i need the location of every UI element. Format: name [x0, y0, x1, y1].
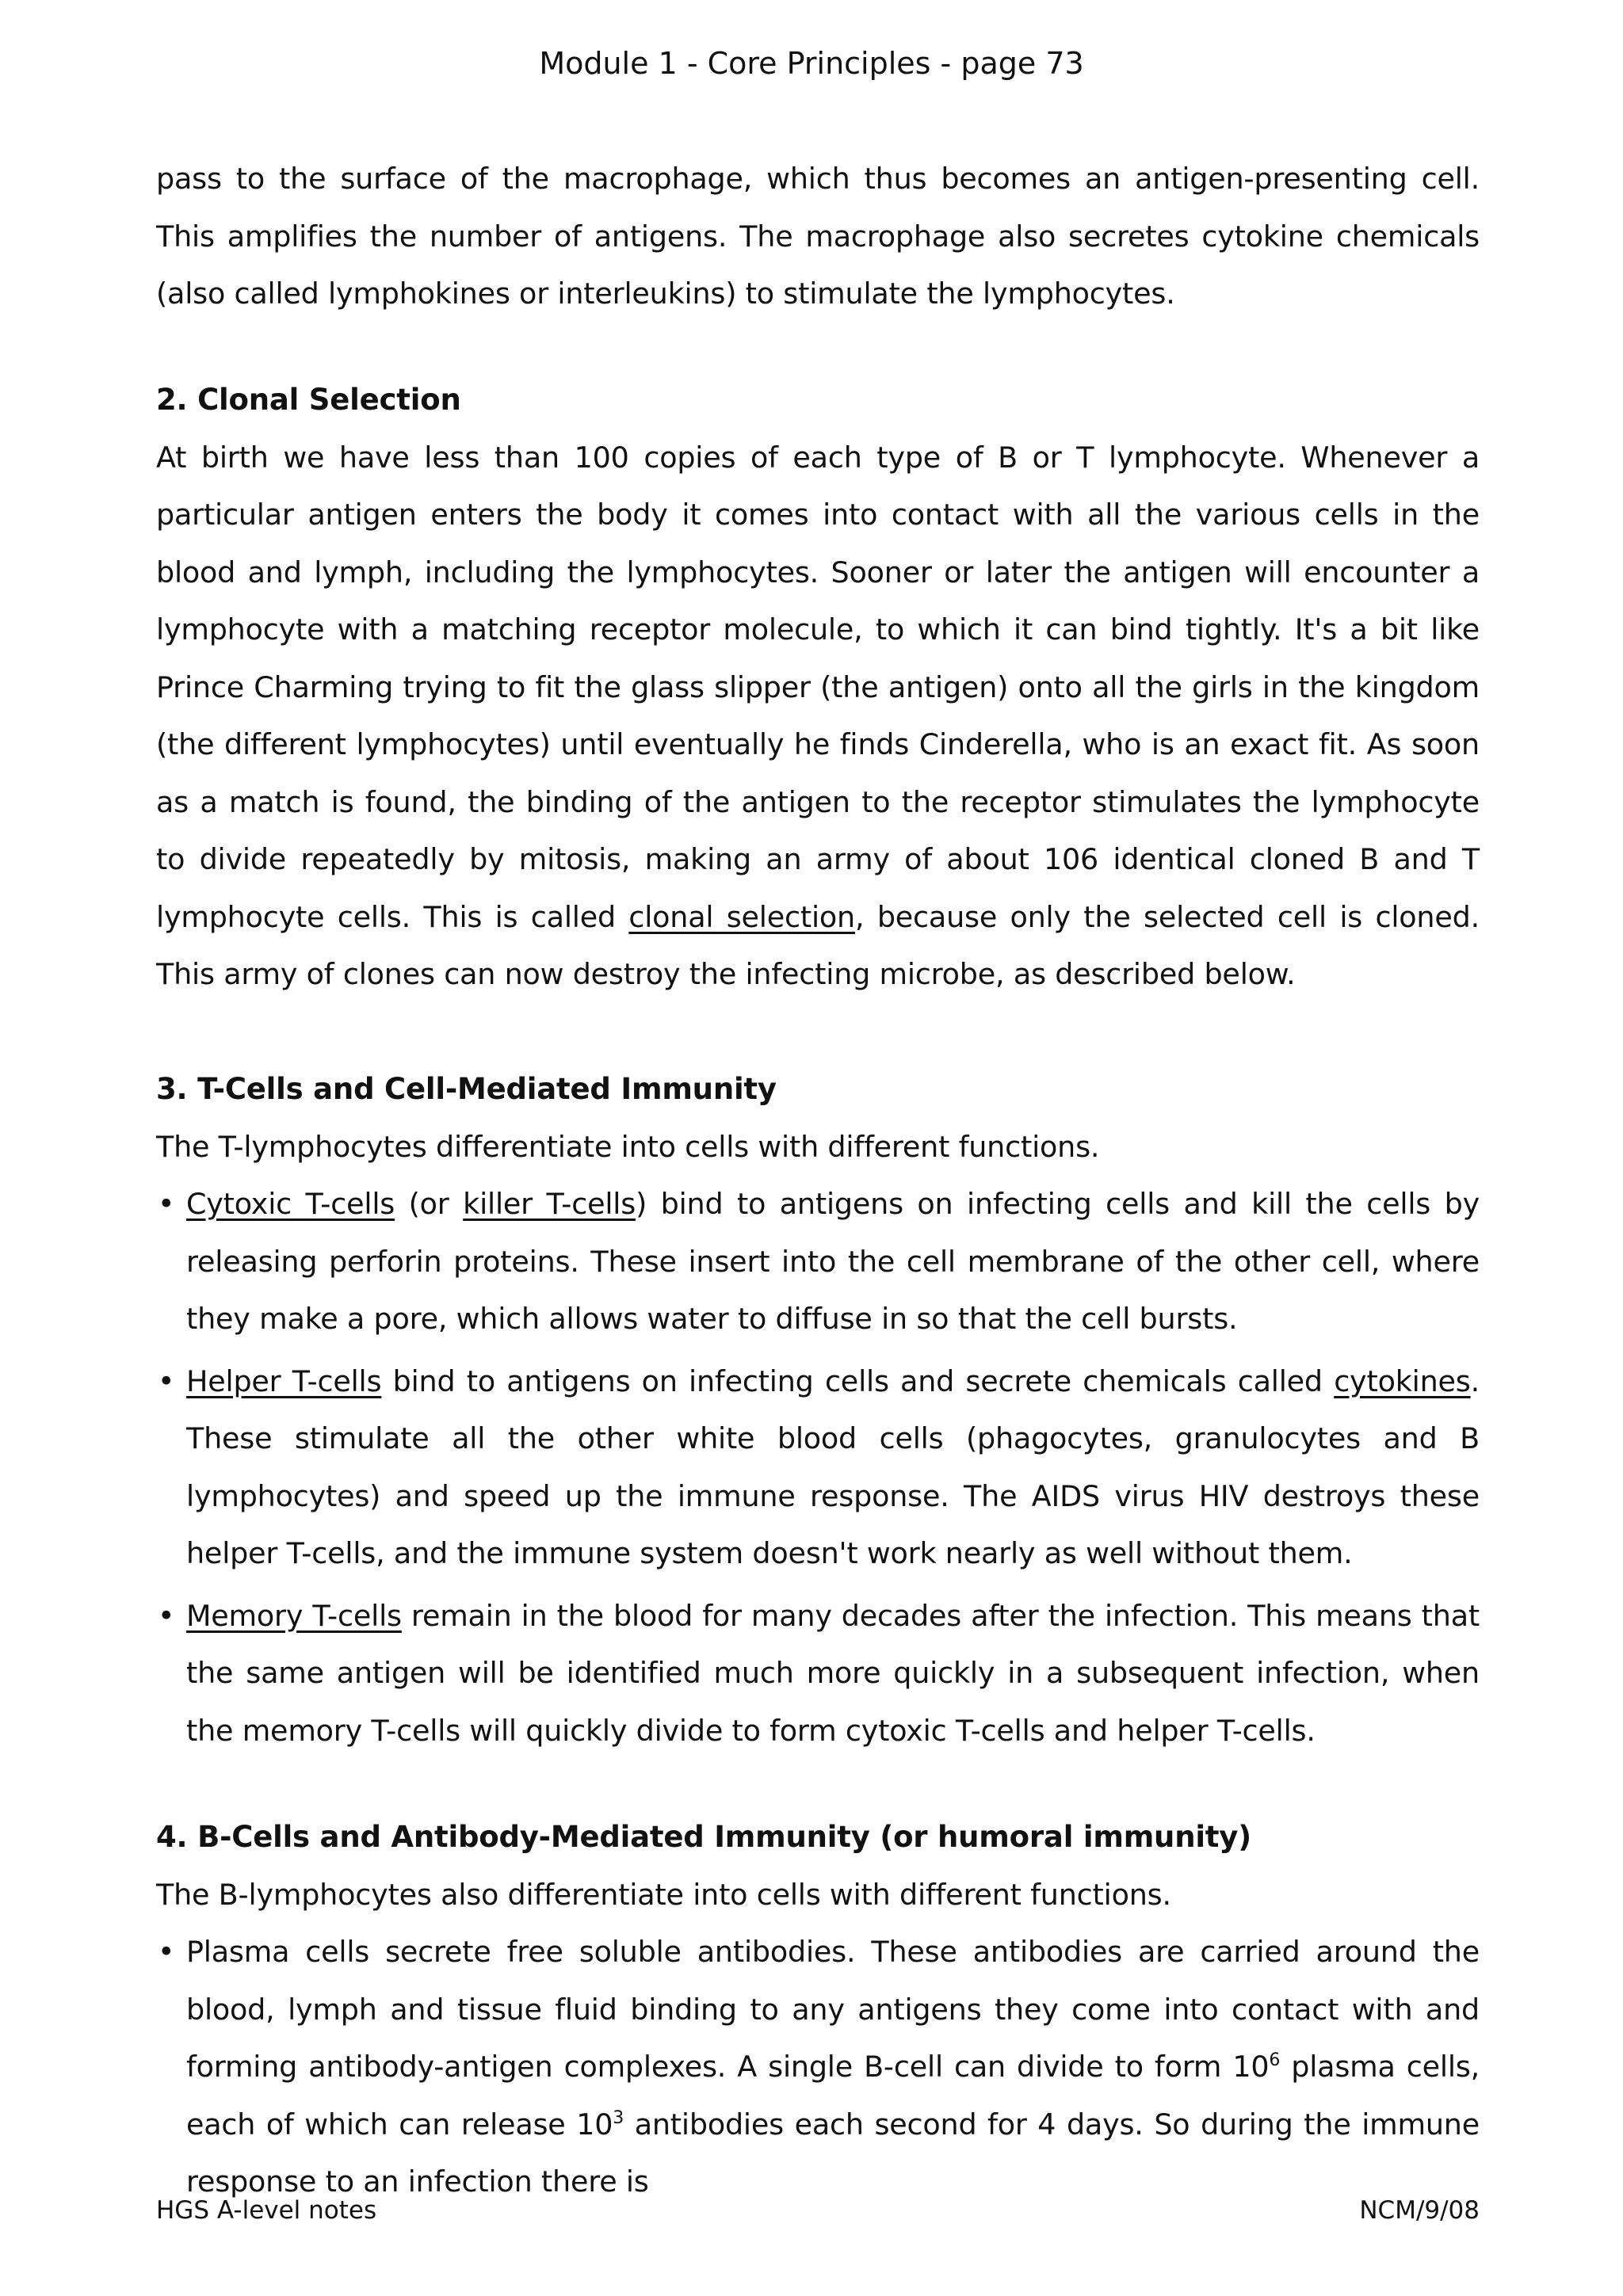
plasma-exp-2: 3 — [613, 2107, 624, 2128]
term-cytokines: cytokines — [1334, 1363, 1471, 1398]
section-clonal-selection — [156, 372, 1480, 1004]
clonal-selection-paragraph — [156, 429, 1480, 1004]
helper-text: . These stimulate all the other white blood cells (phagocytes, granulocytes and B lymphocytes) and speed up the immune response. The AIDS virus HIV destroys these helper T-cells, and the immune system doesn't work nearly as well without them. — [186, 1363, 1480, 1570]
term-cytoxic-t-cells: Cytoxic T-cells — [186, 1187, 395, 1221]
list-item-cytoxic — [156, 1176, 1480, 1348]
clonal-selection-text-b: , because only the selected cell is cloned. This army of clones can now destroy the infecting microbe, as described below. — [156, 899, 1480, 991]
section-heading-clonal-selection: 2. Clonal Selection — [156, 383, 461, 417]
footer-left: HGS A-level notes — [156, 2196, 377, 2225]
plasma-text-a: Plasma cells secrete free soluble antibodies. These antibodies are carried around the blood, lymph and tissue fluid binding to any antigens they come into contact with and forming antibody-antigen complexes. A single B-cell can divide to form 10 — [186, 1935, 1480, 2084]
section-heading-b-cells: 4. B-Cells and Antibody-Mediated Immunity (or humoral immunity) — [156, 1820, 1251, 1854]
list-item-plasma — [156, 1924, 1480, 2211]
cytoxic-text: ) bind to antigens on infecting cells and kill the cells by releasing perforin proteins. These insert into the cell membrane of the other cell, where they make a pore, which allows water to diffuse in so that the cell bursts. — [186, 1187, 1480, 1336]
term-helper-t-cells: Helper T-cells — [186, 1363, 382, 1398]
plasma-exp-1: 6 — [1269, 2050, 1281, 2070]
page-header-title: Module 1 - Core Principles - page 73 — [539, 46, 1084, 81]
term-killer-t-cells: killer T-cells — [463, 1187, 636, 1221]
list-item-helper — [156, 1353, 1480, 1583]
cytoxic-mid: (or — [395, 1187, 464, 1221]
intro-paragraph — [156, 151, 1480, 323]
clonal-selection-text-a: At birth we have less than 100 copies of each type of B or T lymphocyte. Whenever a particular antigen enters the body it comes into contact with all the various cells in the blood and lymph, including the lymphocytes. Sooner or later the antigen will encounter a lymphocyte with a matching receptor molecule, to which it can bind tightly. It's a bit like Prince Charming trying to fit the glass slipper (the antigen) onto all the girls in the kingdom (the different lymphocytes) until eventually he finds Cinderella, who is an exact fit. As soon as a match is found, the binding of the antigen to the receptor stimulates the lymphocyte to divide repeatedly by mitosis, making an army of about 106 identical cloned B and T lymphocyte cells. This is called — [156, 440, 1480, 934]
plasma-text-b: plasma cells, each of which can release 10 — [186, 2050, 1480, 2142]
plasma-text-c: antibodies each second for 4 days. So during the immune response to an infection there is — [186, 2107, 1480, 2199]
intro-text: pass to the surface of the macrophage, which thus becomes an antigen-presenting cell. This amplifies the number of antigens. The macrophage also secretes cytokine chemicals (also called lymphokines or interleukins) to stimulate the lymphocytes. — [156, 162, 1480, 311]
b-cells-list — [156, 1924, 1480, 2211]
section-heading-t-cells: 3. T-Cells and Cell-Mediated Immunity — [156, 1072, 777, 1106]
term-memory-t-cells: Memory T-cells — [186, 1598, 402, 1633]
bullet-icon: • — [158, 1598, 175, 1633]
list-item-memory — [156, 1588, 1480, 1760]
bullet-icon: • — [158, 1187, 175, 1221]
t-cells-list — [156, 1176, 1480, 1760]
bullet-icon: • — [158, 1363, 175, 1398]
section-b-cells — [156, 1809, 1480, 2216]
section-t-cells — [156, 1061, 1480, 1764]
bullet-icon: • — [158, 1935, 175, 1969]
t-cells-intro: The T-lymphocytes differentiate into cells with different functions. — [156, 1129, 1100, 1164]
page-header — [0, 41, 1623, 86]
footer-right: NCM/9/08 — [1359, 2196, 1480, 2225]
memory-text: remain in the blood for many decades after the infection. This means that the same antigen will be identified much more quickly in a subsequent infection, when the memory T-cells will quickly divide to form cytoxic T-cells and helper T-cells. — [186, 1598, 1480, 1748]
term-clonal-selection: clonal selection — [628, 899, 855, 934]
b-cells-intro: The B-lymphocytes also differentiate into cells with different functions. — [156, 1877, 1171, 1912]
helper-mid: bind to antigens on infecting cells and secrete chemicals called — [381, 1363, 1335, 1398]
